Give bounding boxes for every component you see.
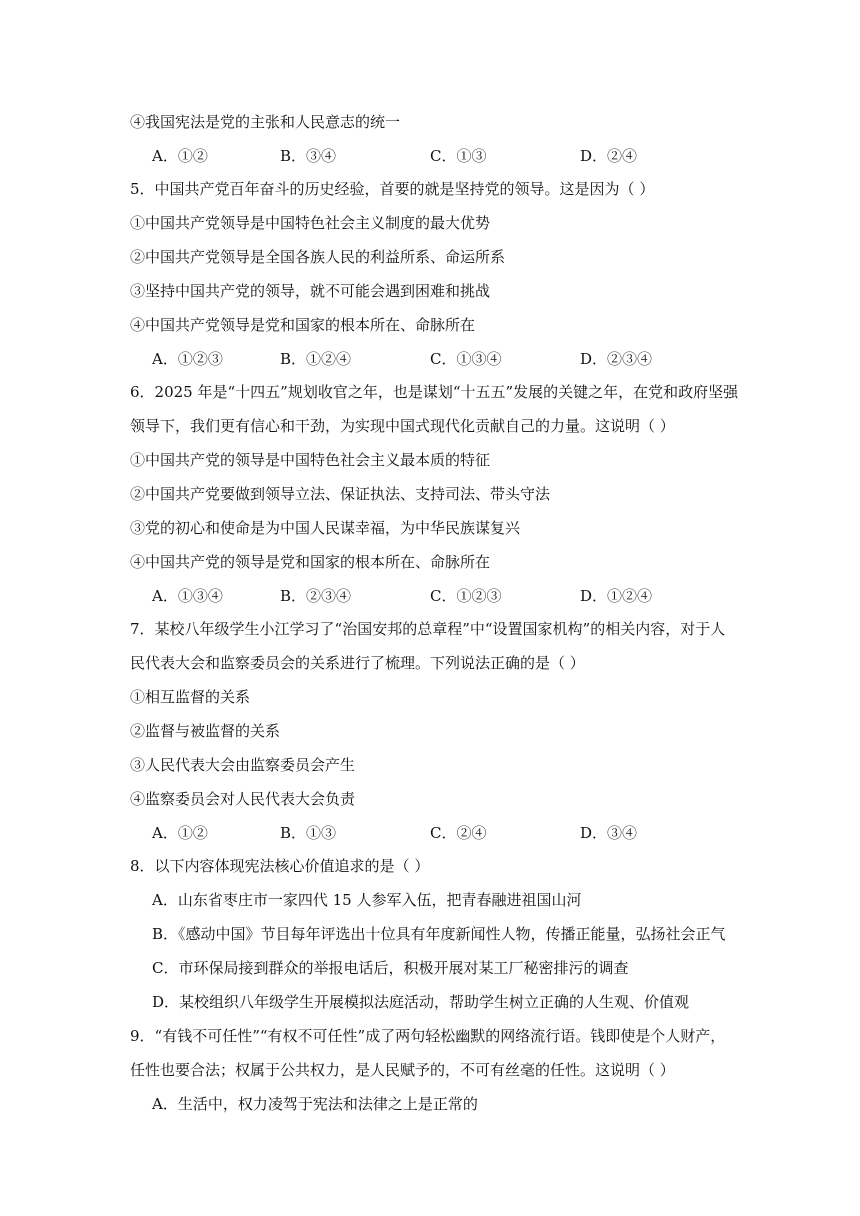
q6-statement-1: ①中国共产党的领导是中国特色社会主义最本质的特征 [130, 451, 491, 469]
q8-option-c: C．市环保局接到群众的举报电话后，积极开展对某工厂秘密排污的调查 [152, 959, 629, 977]
q6-option-c: C．①②③ [430, 587, 502, 605]
q4-statement-4: ④我国宪法是党的主张和人民意志的统一 [130, 113, 401, 131]
q7-stem-line-2: 民代表大会和监察委员会的关系进行了梳理。下列说法正确的是（ ） [130, 654, 585, 672]
q5-option-c: C．①③④ [430, 350, 502, 368]
q6-option-d: D．①②④ [580, 587, 653, 605]
q5-statement-2: ②中国共产党领导是全国各族人民的利益所系、命运所系 [130, 248, 506, 266]
q7-stem-line-1: 7．某校八年级学生小江学习了“治国安邦的总章程”中“设置国家机构”的相关内容，对于人 [130, 620, 726, 638]
q7-option-b: B．①③ [280, 824, 337, 842]
q5-statement-4: ④中国共产党领导是党和国家的根本所在、命脉所在 [130, 316, 476, 334]
q7-option-d: D．③④ [580, 824, 638, 842]
q4-option-c: C．①③ [430, 147, 487, 165]
q6-statement-4: ④中国共产党的领导是党和国家的根本所在、命脉所在 [130, 553, 491, 571]
q5-stem: 5．中国共产党百年奋斗的历史经验，首要的就是坚持党的领导。这是因为（ ） [130, 180, 655, 198]
q7-statement-2: ②监督与被监督的关系 [130, 722, 281, 740]
q8-option-a: A．山东省枣庄市一家四代 15 人参军入伍，把青春融进祖国山河 [152, 891, 582, 909]
q9-option-a: A．生活中，权力凌驾于宪法和法律之上是正常的 [152, 1095, 478, 1113]
q7-option-a: A．①② [152, 824, 208, 842]
q5-option-a: A．①②③ [152, 350, 223, 368]
q6-option-a: A．①③④ [152, 587, 223, 605]
q6-stem-line-2: 领导下，我们更有信心和干劲，为实现中国式现代化贡献自己的力量。这说明（ ） [130, 417, 675, 435]
q7-options [152, 822, 752, 844]
q6-stem-line-1: 6．2025 年是“十四五”规划收官之年，也是谋划“十五五”发展的关键之年，在党和政府坚强 [130, 383, 739, 401]
q7-statement-4: ④监察委员会对人民代表大会负责 [130, 790, 356, 808]
q9-stem-line-2: 任性也要合法；权属于公共权力，是人民赋予的，不可有丝毫的任性。这说明（ ） [130, 1061, 675, 1079]
q7-statement-1: ①相互监督的关系 [130, 688, 251, 706]
q4-option-a: A．①② [152, 147, 208, 165]
q5-option-d: D．②③④ [580, 350, 653, 368]
q6-options [152, 585, 752, 607]
q6-option-b: B．②③④ [280, 587, 352, 605]
q8-option-d: D．某校组织八年级学生开展模拟法庭活动，帮助学生树立正确的人生观、价值观 [152, 993, 690, 1011]
q6-statement-3: ③党的初心和使命是为中国人民谋幸福，为中华民族谋复兴 [130, 519, 521, 537]
q5-options [152, 348, 752, 370]
q7-option-c: C．②④ [430, 824, 487, 842]
q9-stem-line-1: 9．“有钱不可任性”“有权不可任性”成了两句轻松幽默的网络流行语。钱即使是个人财产， [130, 1027, 726, 1045]
q4-option-d: D．②④ [580, 147, 638, 165]
q4-options [152, 145, 752, 167]
q7-statement-3: ③人民代表大会由监察委员会产生 [130, 756, 356, 774]
q5-option-b: B．①②④ [280, 350, 352, 368]
q8-option-b: B．《感动中国》节目每年评选出十位具有年度新闻性人物，传播正能量，弘扬社会正气 [152, 925, 726, 943]
q5-statement-1: ①中国共产党领导是中国特色社会主义制度的最大优势 [130, 214, 491, 232]
q4-option-b: B．③④ [280, 147, 337, 165]
q8-stem: 8．以下内容体现宪法核心价值追求的是（ ） [130, 857, 430, 875]
q6-statement-2: ②中国共产党要做到领导立法、保证执法、支持司法、带头守法 [130, 485, 551, 503]
q5-statement-3: ③坚持中国共产党的领导，就不可能会遇到困难和挑战 [130, 282, 491, 300]
